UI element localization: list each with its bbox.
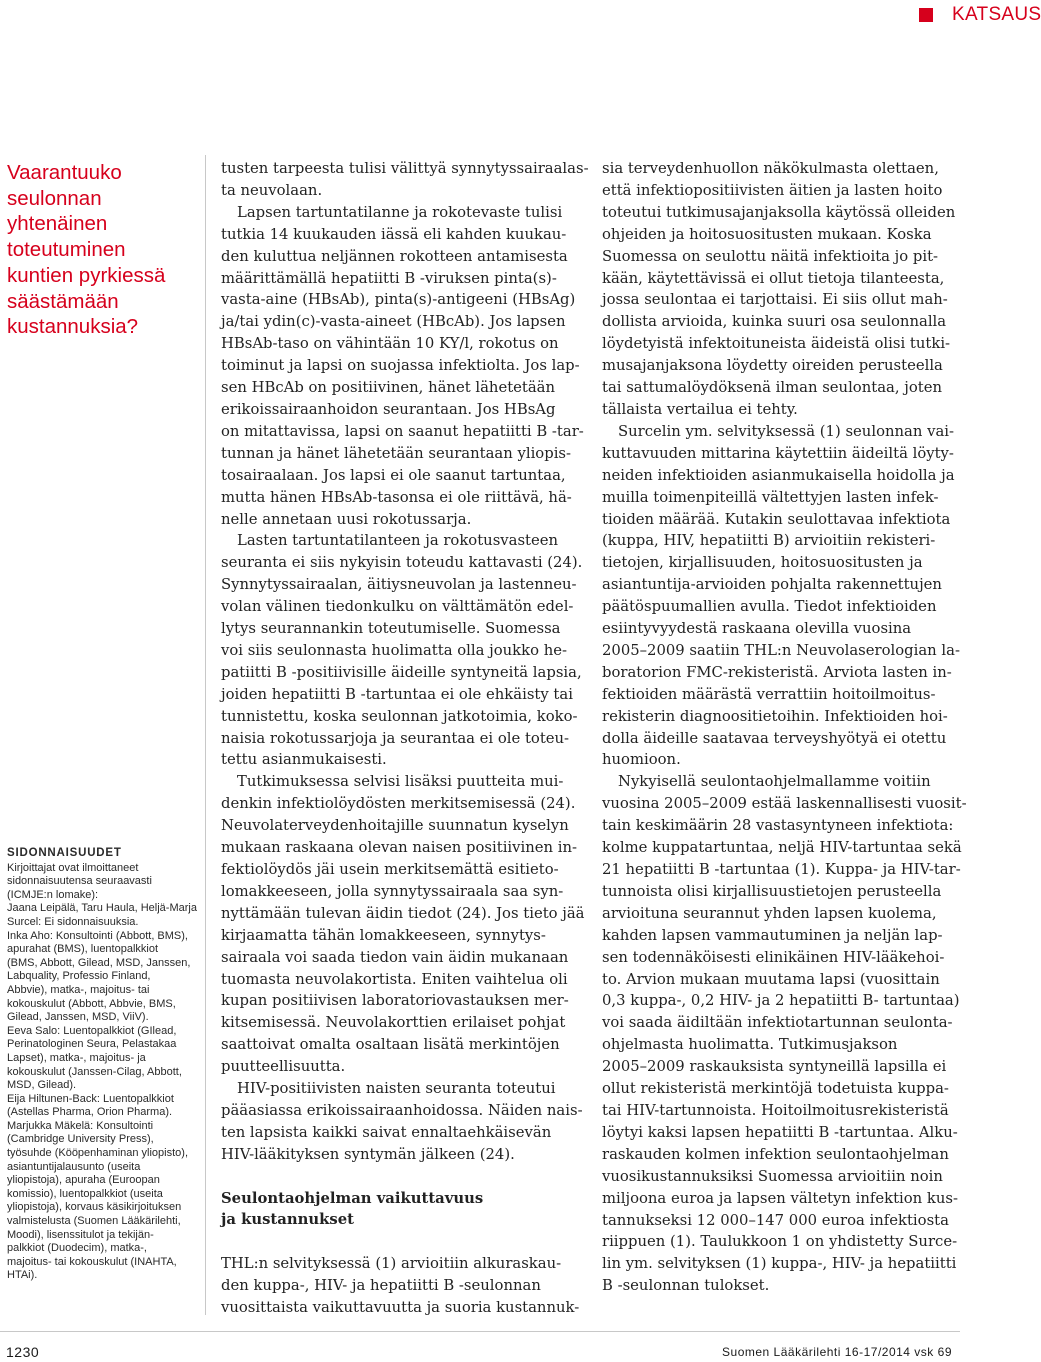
text-line: kitsemisessä. Neuvolakorttien erilaiset pohjat bbox=[221, 1014, 566, 1032]
disclosure-line: Inka Aho: Konsultointi (Abbott, BMS), bbox=[7, 929, 188, 942]
text-line: 2005–2009 raskauksista syntyneillä lapsilla ei bbox=[602, 1058, 947, 1076]
disclosure-line: apurahat (BMS), luentopalkkiot bbox=[7, 943, 159, 956]
section-heading-line: Seulontaohjelman vaikuttavuus bbox=[221, 1189, 484, 1207]
text-line: Surcelin ym. selvityksessä (1) seulonnan vai- bbox=[618, 422, 955, 440]
text-line: päätöspuumallien avulla. Tiedot infektioiden bbox=[602, 598, 937, 616]
disclosure-line: kokouskulut (Abbott, Abbvie, BMS, bbox=[7, 997, 176, 1010]
pull-quote-line: kustannuksia? bbox=[7, 315, 139, 339]
disclosure-line: Labquality, Professio Finland, bbox=[7, 970, 151, 983]
text-line: raskauden kolmen infektion seulontaohjelman bbox=[602, 1145, 949, 1163]
text-line: vuosittaista vaikuttavuutta ja suoria kustannuk- bbox=[221, 1299, 580, 1317]
disclosure-line: asiantuntijalausunto (useita bbox=[7, 1160, 141, 1173]
text-line: Nykyisellä seulontaohjelmallamme voitiin bbox=[618, 773, 931, 791]
text-line: kään, käytettävissä ei ollut tietoja tilanteesta, bbox=[602, 269, 945, 287]
text-line: ohjelmasta huolimatta. Tutkimusjakson bbox=[602, 1036, 898, 1054]
text-line: kahden lapsen vammautuminen ja neljän lap- bbox=[602, 926, 943, 944]
text-line: sairaala voi saada tiedon vain äidin mukanaan bbox=[221, 948, 569, 966]
text-line: toteutui tutkimusajanjaksolla käytössä olleiden bbox=[602, 203, 956, 221]
text-line: tettu asianmukaisesti. bbox=[221, 751, 387, 769]
text-line: ja/tai ydin(c)-vasta-aineet (HBcAb). Jos lapsen bbox=[221, 313, 566, 331]
disclosure-title: SIDONNAISUUDET bbox=[7, 847, 122, 859]
disclosure-line: palkkiot (Duodecim), matka-, bbox=[7, 1242, 147, 1255]
text-line: huomioon. bbox=[602, 751, 681, 769]
paragraph-spacer bbox=[221, 1231, 584, 1253]
text-line: tai HIV-tartunnoista. Hoitoilmoitusrekisteristä bbox=[602, 1101, 949, 1119]
text-line: ten lapsista kaikki saivat ennaltaehkäisevän bbox=[221, 1123, 552, 1141]
text-line: ta neuvolaan. bbox=[221, 181, 323, 199]
disclosure-line: Eeva Salo: Luentopalkkiot (GIlead, bbox=[7, 1024, 177, 1037]
text-line: mukaan raskaana olevan naisen positiivinen in- bbox=[221, 839, 578, 857]
disclosure-line: (ICMJE:n lomake): bbox=[7, 888, 99, 901]
text-line: nelle annetaan uusi rokotussarja. bbox=[221, 510, 472, 528]
disclosure-line: valmistelusta (Suomen Lääkärilehti, bbox=[7, 1215, 181, 1228]
pull-quote-line: Vaarantuuko bbox=[7, 161, 122, 184]
text-line: seuranta ei siis nykyisin toteudu kattavasti (24). bbox=[221, 554, 583, 572]
text-line: voi siis seulonnasta huolimatta olla joukko he- bbox=[221, 641, 567, 659]
text-line: kolme kuppatartuntaa, neljä HIV-tartuntaa sekä bbox=[602, 839, 962, 857]
text-line: 2005–2009 saatiin THL:n Neuvolaserologian la- bbox=[602, 641, 960, 659]
text-line: fektiolöydös jäi usein merkitsemättä esitieto- bbox=[221, 861, 559, 878]
text-line: to. Arvion mukaan muutama lapsi (vuosittain bbox=[602, 970, 940, 988]
disclosure-line: sidonnaisuutensa seuraavasti bbox=[7, 875, 152, 888]
text-line: dolla äideille saatavaa terveyshyötyä ei otettu bbox=[602, 729, 947, 747]
text-line: kupan positiivisen laboratoriovastauksen mer- bbox=[221, 992, 569, 1010]
disclosure-line: Surcel: Ei sidonnaisuuksia. bbox=[7, 915, 139, 928]
text-line: on mitattavissa, lapsi on saanut hepatiitti B -tar- bbox=[221, 422, 584, 440]
disclosure-line: Lapset), matka-, majoitus- ja bbox=[7, 1051, 146, 1064]
text-line: voi saada äidiltään infektiotartunnan seulonta- bbox=[602, 1014, 953, 1032]
disclosure-line: Jaana Leipälä, Taru Haula, Heljä-Marja bbox=[7, 902, 197, 915]
text-line: tusten tarpeesta tulisi välittyä synnytyssairaalas- bbox=[221, 160, 589, 177]
text-line: esiintyvyydestä raskaana olevilla vuosina bbox=[602, 620, 912, 638]
text-line: Lapsen tartuntatilanne ja rokotevaste tulisi bbox=[237, 203, 563, 221]
text-line: HBsAb-taso on vähintään 10 KY/l, rokotus on bbox=[221, 335, 559, 353]
text-line: erikoissairaanhoidon seurantaan. Jos HBsAg bbox=[221, 400, 556, 418]
text-line: ollut rekisteristä merkintöjä todetuista kuppa- bbox=[602, 1080, 949, 1098]
text-line: ohjeiden ja hoitosuositusten mukaan. Koska bbox=[602, 225, 932, 243]
disclosure-line: Marjukka Mäkelä: Konsultointi bbox=[7, 1119, 154, 1132]
text-line: tietojen, kirjallisuuden, hoitosuositusten ja bbox=[602, 554, 923, 572]
text-line: den kuppa-, HIV- ja hepatiitti B -seulonnan bbox=[221, 1277, 541, 1295]
disclosure-line: (Cambridge University Press), bbox=[7, 1133, 154, 1146]
disclosure-line: yliopistoja), korvaus käsikirjoituksen bbox=[7, 1201, 182, 1214]
section-marker-icon bbox=[919, 8, 933, 22]
paragraph-spacer bbox=[221, 1166, 584, 1188]
disclosure-line: työsuhde (Kööpenhaminan yliopisto), bbox=[7, 1147, 189, 1160]
text-line: vasta-aine (HBsAb), pinta(s)-antigeeni (HBsAg) bbox=[221, 291, 576, 309]
text-line: nyttämään tulevan äidin tiedot (24). Jos tieto jää bbox=[221, 904, 585, 922]
text-line: dollista arvioida, kuinka suuri osa seulonnalla bbox=[602, 313, 947, 331]
disclosure-line: Eija Hiltunen-Back: Luentopalkkiot bbox=[7, 1092, 174, 1105]
text-line: musajanjaksona löydetty oireiden perusteella bbox=[602, 357, 943, 375]
text-line: denkin infektiolöydösten merkitsemisessä (24). bbox=[221, 795, 576, 813]
section-heading-line: ja kustannukset bbox=[221, 1211, 354, 1229]
page-number: 1230 bbox=[6, 1344, 40, 1360]
text-line: lomakkeeseen, jolla synnytyssairaala saa syn- bbox=[221, 882, 564, 900]
text-line: sia terveydenhuollon näkökulmasta olettaen, bbox=[602, 160, 939, 177]
text-line: (kuppa, HIV, hepatiitti B) arvioitiin rekisteri- bbox=[602, 532, 936, 550]
disclosure-line: yliopistoja), apuraha (Euroopan bbox=[7, 1174, 160, 1187]
text-line: 0,3 kuppa-, 0,2 HIV- ja 2 hepatiitti B- tartuntaa) bbox=[602, 992, 960, 1010]
text-line: jossa seulontaa ei tarjottaisi. Ei siis ollut mah- bbox=[602, 291, 948, 309]
text-line: tain keskimäärin 28 vastasyntyneen infektiota: bbox=[602, 817, 954, 835]
text-line: HIV-lääkityksen syntymän jälkeen (24). bbox=[221, 1145, 515, 1163]
text-line: B -seulonnan tulokset. bbox=[602, 1277, 770, 1295]
text-line: 21 hepatiitti B -tartuntaa (1). Kuppa- ja HIV-tar- bbox=[602, 861, 961, 878]
disclosure-line: Moodi), lisenssitulot ja tekijän- bbox=[7, 1228, 154, 1241]
text-line: rekisterin diagnoositietoihin. Infektioiden hoi- bbox=[602, 707, 948, 725]
text-line: sen todennäköisesti elinikäinen HIV-lääkehoi- bbox=[602, 948, 945, 966]
text-line: kirjaamatta tähän lomakkeeseen, synnytys- bbox=[221, 926, 546, 944]
disclosure-line: (Astellas Pharma, Orion Pharma). bbox=[7, 1106, 173, 1119]
text-line: tunnoista olisi kirjallisuustietojen perusteella bbox=[602, 882, 942, 900]
text-line: tuomasta neuvolakortista. Eniten vaihtelua oli bbox=[221, 970, 568, 988]
text-line: löydetyistä infektoituneista äideistä olisi tutki- bbox=[602, 335, 951, 353]
text-line: vuosikustannuksiksi Suomessa arvioitiin noin bbox=[602, 1167, 943, 1185]
disclosure-text bbox=[7, 862, 200, 1283]
text-line: lytys seurannankin toteutumiselle. Suomessa bbox=[221, 620, 561, 638]
text-line: tosairaalaan. Jos lapsi ei ole saanut tartuntaa, bbox=[221, 466, 566, 484]
text-line: arvioituna seurannut yhden lapsen kuolema, bbox=[602, 904, 937, 922]
text-line: kuttavuuden mittarina käytettiin äideiltä löyty- bbox=[602, 444, 954, 462]
text-line: Neuvolaterveydenhoitajille suunnatun kyselyn bbox=[221, 817, 569, 835]
disclosure-line: Kirjoittajat ovat ilmoittaneet bbox=[7, 861, 139, 874]
disclosure-line: kokouskulut (Janssen-Cilag, Abbott, bbox=[7, 1065, 182, 1078]
text-line: joiden hepatiitti B -tartuntaa ei ole ehkäisty tai bbox=[221, 685, 573, 703]
text-line: puutteellisuutta. bbox=[221, 1058, 346, 1076]
text-line: naisia rokotussarjoja ja seurantaa ei ole toteu- bbox=[221, 729, 570, 747]
text-line: neiden infektioiden asianmukaisella hoidolla ja bbox=[602, 466, 955, 484]
article-column-1 bbox=[221, 158, 589, 1319]
article-column-2 bbox=[602, 158, 965, 1297]
disclosure-line: Abbvie), matka-, majoitus- tai bbox=[7, 983, 150, 996]
text-line: tai sattumalöydöksenä ilman seulontaa, joten bbox=[602, 379, 942, 397]
text-line: mutta hänen HBsAb-tasonsa ei ole riittävä, hä- bbox=[221, 488, 572, 506]
text-line: määrittämällä hepatiitti B -viruksen pinta(s)- bbox=[221, 269, 557, 287]
text-line: löytyi kaksi lapsen hepatiitti B -tartuntaa. Alku- bbox=[602, 1123, 958, 1141]
text-line: tannukseksi 12 000–147 000 euroa infektiosta bbox=[602, 1211, 949, 1229]
text-line: pääasiassa erikoissairaanhoidossa. Näiden nais- bbox=[221, 1101, 583, 1119]
text-line: muilla toimenpiteillä vältettyjen lasten infek- bbox=[602, 488, 939, 506]
disclosure-line: Perinatologinen Seura, Pelastakaa bbox=[7, 1038, 177, 1051]
pull-quote bbox=[7, 160, 177, 340]
text-line: tällaista vertailua ei tehty. bbox=[602, 400, 798, 418]
text-line: tunnistettu, koska seulonnan jatkotoimia, koko- bbox=[221, 707, 578, 725]
text-line: saattoivat omalta osaltaan lisätä merkintöjen bbox=[221, 1036, 560, 1054]
text-line: Lasten tartuntatilanteen ja rokotusvasteen bbox=[237, 532, 559, 550]
text-line: Tutkimuksessa selvisi lisäksi puutteita mui- bbox=[237, 773, 564, 791]
text-line: riippuen (1). Taulukkoon 1 on yhdistetty Surce- bbox=[602, 1233, 958, 1251]
pull-quote-line: seulonnan bbox=[7, 186, 102, 210]
text-line: HIV-positiivisten naisten seuranta toteutui bbox=[237, 1080, 556, 1098]
text-line: volan välinen tiedonkulku on välttämätön edel- bbox=[221, 598, 574, 616]
disclosure-line: HTAi). bbox=[7, 1269, 38, 1282]
text-line: tioiden määrää. Kutakin seulottavaa infektiota bbox=[602, 510, 951, 528]
text-line: patiitti B -positiivisille äideille syntyneitä lapsia, bbox=[221, 663, 582, 681]
text-line: sen HBcAb on positiivinen, hänet lähetetään bbox=[221, 379, 556, 397]
disclosure-line: komissio), luentopalkkiot (useita bbox=[7, 1187, 163, 1200]
journal-info: Suomen Lääkärilehti 16-17/2014 vsk 69 bbox=[722, 1345, 952, 1359]
text-line: asiantuntija-arvioiden pohjalta rakennettujen bbox=[602, 576, 942, 594]
text-line: miljoona euroa ja lapsen vältetyn infektion kus- bbox=[602, 1189, 958, 1207]
text-line: Suomessa on seulottu näitä infektioita jo pit- bbox=[602, 247, 939, 265]
disclosure-line: Gilead, Janssen, MSD, ViiV). bbox=[7, 1011, 149, 1024]
text-line: että infektiopositiivisten äitien ja lasten hoito bbox=[602, 181, 943, 199]
disclosure-line: MSD, Gilead). bbox=[7, 1079, 77, 1092]
disclosure-line: majoitus- tai kokouskulut (INAHTA, bbox=[7, 1255, 177, 1268]
text-line: tutkia 14 kuukauden iässä eli kahden kuukau- bbox=[221, 225, 567, 243]
text-line: den kuluttua neljännen rokotteen antamisesta bbox=[221, 247, 568, 265]
section-title: KATSAUS bbox=[952, 4, 1041, 25]
disclosure-box bbox=[7, 847, 200, 1283]
text-line: tunnan ja hänet lähetetään seurantaan yliopis- bbox=[221, 444, 572, 462]
pull-quote-line: yhtenäinen bbox=[7, 212, 108, 236]
text-line: toiminut ja lapsi on suojassa infektiolta. Jos lap- bbox=[221, 357, 580, 375]
disclosure-line: (BMS, Abbott, Gilead, MSD, Janssen, bbox=[7, 956, 191, 969]
text-line: vuosina 2005–2009 estää laskennallisesti vuosit- bbox=[602, 795, 967, 813]
text-line: boratorion FMC-rekisteristä. Arviota lasten in- bbox=[602, 663, 952, 681]
pull-quote-line: kuntien pyrkiessä bbox=[7, 263, 166, 287]
column-divider bbox=[205, 155, 206, 1315]
text-line: lin ym. selvityksen (1) kuppa-, HIV- ja hepatiitti bbox=[602, 1255, 957, 1273]
footer-divider bbox=[0, 1331, 960, 1332]
text-line: THL:n selvityksessä (1) arvioitiin alkuraskau- bbox=[221, 1255, 562, 1273]
text-line: Synnytyssairaalan, äitiysneuvolan ja lastenneu- bbox=[221, 576, 577, 594]
pull-quote-line: toteutuminen bbox=[7, 238, 126, 262]
text-line: fektioiden määrästä verrattiin hoitoilmoitus- bbox=[602, 685, 936, 703]
pull-quote-line: säästämään bbox=[7, 289, 119, 313]
